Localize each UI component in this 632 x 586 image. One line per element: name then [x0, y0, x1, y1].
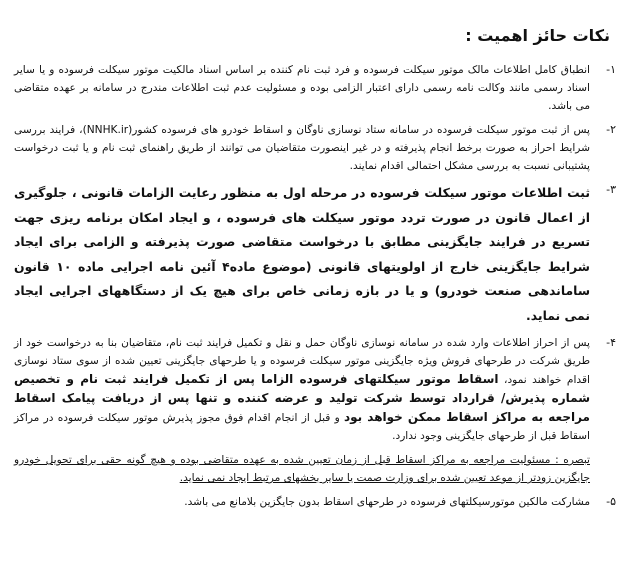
note-text [14, 451, 590, 487]
item-text-part: پس از احراز اطلاعات وارد شده در سامانه نوسازی ناوگان حمل و نقل و تکمیل فرایند ثبت نام، متقاضیان بنا به درخواست خود از طریق شرکت در طرحهای فروش ویژه جایگزینی موتور سیکلت فرسوده و یا طرحهای جایگزینی تعیین شده از سوی ستاد نوسازی اقدام خواهند نمود، [14, 337, 590, 386]
list-item-3 [14, 181, 616, 328]
item-text-part: و قبل از انجام اقدام فوق مجوز پذیرش موتور سیکلت فرسوده در مراکز اسقاط قبل از طرحهای جایگزینی وجود ندارد. [14, 412, 590, 442]
list-item-1 [14, 61, 616, 115]
item-number: ۳- [606, 183, 616, 196]
item-text: پس از ثبت موتور سیکلت فرسوده در سامانه ستاد نوسازی ناوگان و اسقاط خودرو های فرسوده کشور(NNHK.ir)، فرایند بررسی شرایط احراز به صورت برخط انجام پذیرفته و در غیر اینصورت متقاضیان می توانند از طریق راهنمای ثبت نام و یا ثبت درخواست پشتیبانی نسبت به بررسی مشکل احتمالی اقدام نمایند. [14, 124, 590, 172]
list-item-4 [14, 334, 616, 445]
list-item-2 [14, 121, 616, 175]
item-text [14, 334, 590, 445]
item-number: ۲- [606, 123, 616, 136]
item-text: مشارکت مالکین موتورسیکلتهای فرسوده در طرحهای اسقاط بدون جایگزین بلامانع می باشد. [184, 496, 590, 508]
item-number: ۱- [606, 63, 616, 76]
item-number: ۴- [606, 336, 616, 349]
item-number: ۵- [606, 495, 616, 508]
page-title: نکات حائز اهمیت : [465, 26, 610, 45]
list-item-5 [14, 493, 616, 511]
note-underlined: تبصره : مسئولیت مراجعه به مراکز اسقاط قبل از زمان تعیین شده به عهده متقاضی بوده و هیچ گونه حقی برای تحویل خودرو جایگزین زودتر از موعد تعیین شده برای وزارت صمت یا سایر بخشهای مرتبط ایجاد نمی نماید. [14, 454, 590, 484]
item-text: ثبت اطلاعات موتور سیکلت فرسوده در مرحله اول به منظور رعایت الزامات قانونی ، جلوگیری از اعمال قانون در صورت تردد موتور سیکلت های فرسوده ، و ایجاد امکان برنامه ریزی جهت تسریع در فرایند جایگزینی مطابق با درخواست متقاضی صورت پذیرفته و الزامی برای ایجاد شرایط جایگزینی خارج از اولویتهای قانونی (موضوع ماده۴ آئین نامه اجرایی ماده ۱۰ قانون ساماندهی صنعت خودرو) و یا در بازه زمانی خاص برای هیچ یک از دستگاههای اجرایی ایجاد نمی نماید. [14, 185, 590, 323]
item-text: انطباق کامل اطلاعات مالک موتور سیکلت فرسوده و فرد ثبت نام کننده بر اساس اسناد مالکیت موتور سیکلت فرسوده و یا سایر اسناد رسمی مانند وکالت نامه رسمی دارای اعتبار الزامی بوده و مسئولیت عدم ثبت اطلاعات مندرج در سامانه بر عهده متقاضی می باشد. [14, 64, 590, 112]
item-text-bold: اسقاط موتور سیکلتهای فرسوده الزاما پس از تکمیل فرایند ثبت نام و تخصیص شماره پذیرش/ قرارداد توسط شرکت تولید و عرضه کننده و تنها پس از دریافت پیامک اسقاط مراجعه به مراکز اسقاط ممکن خواهد بود [14, 372, 590, 424]
